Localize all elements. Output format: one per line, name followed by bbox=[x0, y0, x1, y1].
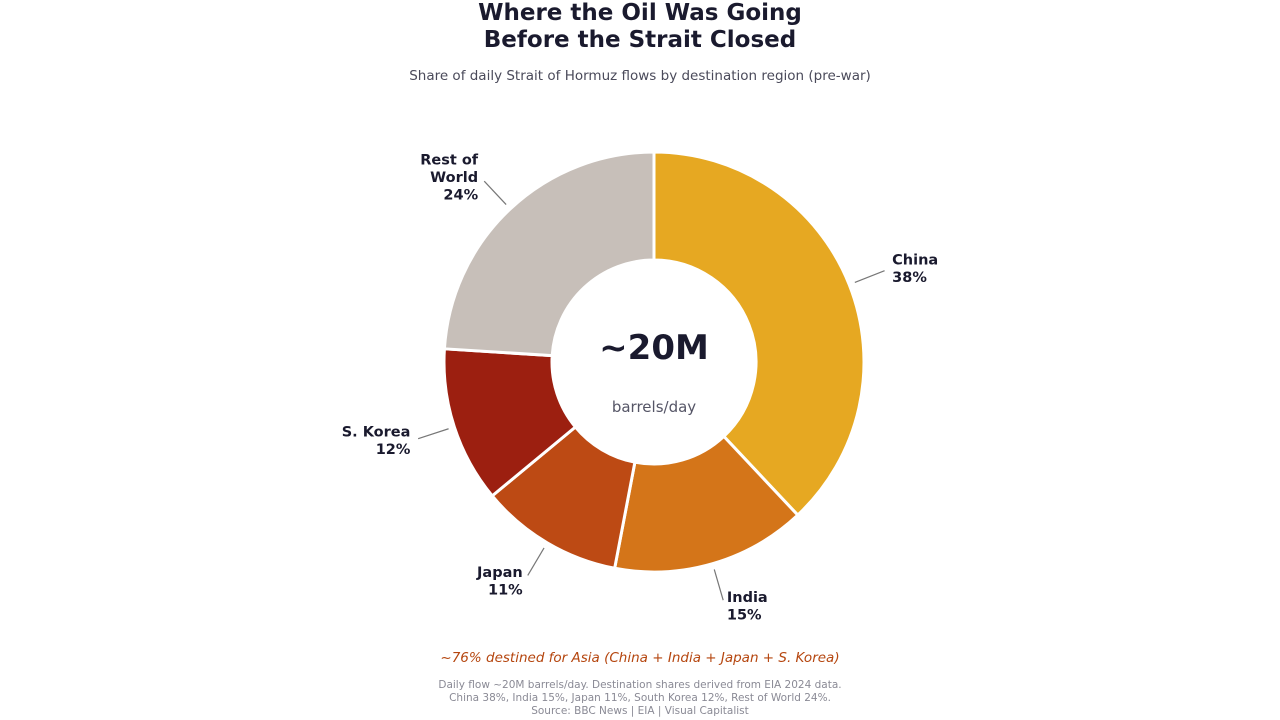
asia-share-callout: ~76% destined for Asia (China + India + Japan + S. Korea) bbox=[440, 650, 840, 666]
leader-line-china bbox=[855, 271, 885, 283]
center-total-unit: barrels/day bbox=[611, 398, 697, 416]
slice-label-india bbox=[727, 590, 768, 624]
leader-line-s-korea bbox=[418, 429, 448, 439]
chart-title-line-2: Before the Strait Closed bbox=[483, 27, 797, 53]
slice-label-line: 15% bbox=[726, 607, 762, 624]
footnote-line-3: Source: BBC News | EIA | Visual Capitalist bbox=[531, 705, 749, 717]
leader-line-india bbox=[714, 569, 723, 600]
slice-label-line: S. Korea bbox=[341, 424, 411, 441]
chart-title-line-1: Where the Oil Was Going bbox=[478, 0, 802, 26]
slice-label-line: Rest of bbox=[420, 152, 479, 169]
slice-label-line: 11% bbox=[487, 582, 523, 599]
center-total-value: ~20M bbox=[599, 328, 709, 368]
slice-label-line: 24% bbox=[443, 187, 479, 204]
footnote-line-1: Daily flow ~20M barrels/day. Destination shares derived from EIA 2024 data. bbox=[438, 679, 842, 691]
chart-subtitle: Share of daily Strait of Hormuz flows by destination region (pre-war) bbox=[409, 68, 871, 84]
slice-label-line: Japan bbox=[477, 564, 523, 581]
slice-label-china bbox=[892, 253, 938, 287]
leader-line-japan bbox=[528, 548, 544, 576]
slice-label-rest-of-world bbox=[420, 152, 479, 203]
leader-line-rest-of-world bbox=[484, 181, 506, 204]
slice-label-line: India bbox=[726, 590, 768, 607]
slice-label-line: 38% bbox=[892, 270, 927, 287]
slice-label-japan bbox=[476, 565, 523, 599]
slice-label-s-korea bbox=[342, 425, 411, 459]
footnote-line-2: China 38%, India 15%, Japan 11%, South Korea 12%, Rest of World 24%. bbox=[449, 692, 831, 704]
slice-label-line: 12% bbox=[375, 442, 411, 459]
slice-label-line: World bbox=[430, 169, 479, 186]
source-footnote bbox=[0, 679, 1280, 718]
slice-label-line: China bbox=[892, 252, 939, 269]
